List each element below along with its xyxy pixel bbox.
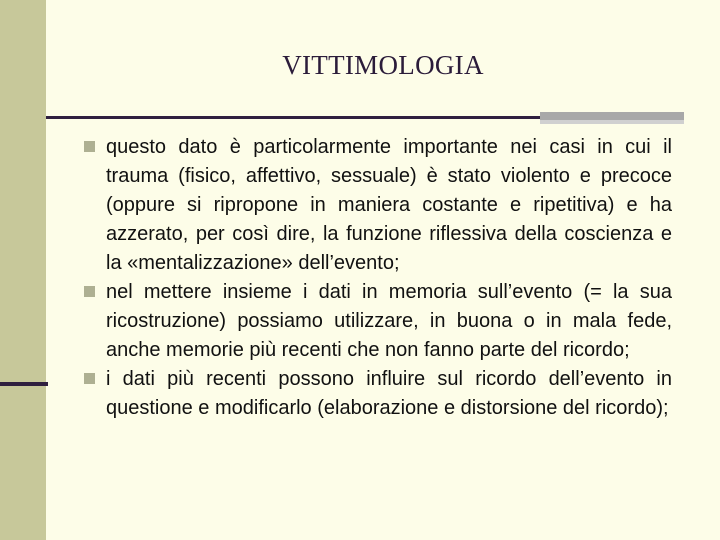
title-underline-accent [540, 112, 684, 120]
square-bullet-icon [84, 141, 95, 152]
square-bullet-icon [84, 286, 95, 297]
slide-title: VITTIMOLOGIA [282, 50, 484, 80]
square-bullet-icon [84, 373, 95, 384]
bullet-item [82, 365, 672, 423]
side-accent-line [0, 382, 48, 386]
bullet-item [82, 278, 672, 365]
bullet-text: i dati più recenti possono influire sul ricordo dell’evento in questione e modificarlo (elaborazione e distorsione del ricordo); [106, 368, 672, 419]
title-underline-accent-light [540, 120, 684, 124]
bullet-item [82, 133, 672, 278]
bullet-text: questo dato è particolarmente importante nei casi in cui il trauma (fisico, affettivo, sessuale) è stato violento e precoce (oppure si ripropone in maniera costante e ripetitiva) e ha azzerato, per così dire, la funzione riflessiva della coscienza e la «mentalizzazione» dell’evento; [106, 136, 672, 274]
bullet-list [82, 133, 672, 423]
side-band [0, 0, 46, 540]
bullet-text: nel mettere insieme i dati in memoria sull’evento (= la sua ricostruzione) possiamo utilizzare, in buona o in mala fede, anche memorie più recenti che non fanno parte del ricordo; [106, 281, 672, 361]
title-underline [46, 116, 540, 119]
